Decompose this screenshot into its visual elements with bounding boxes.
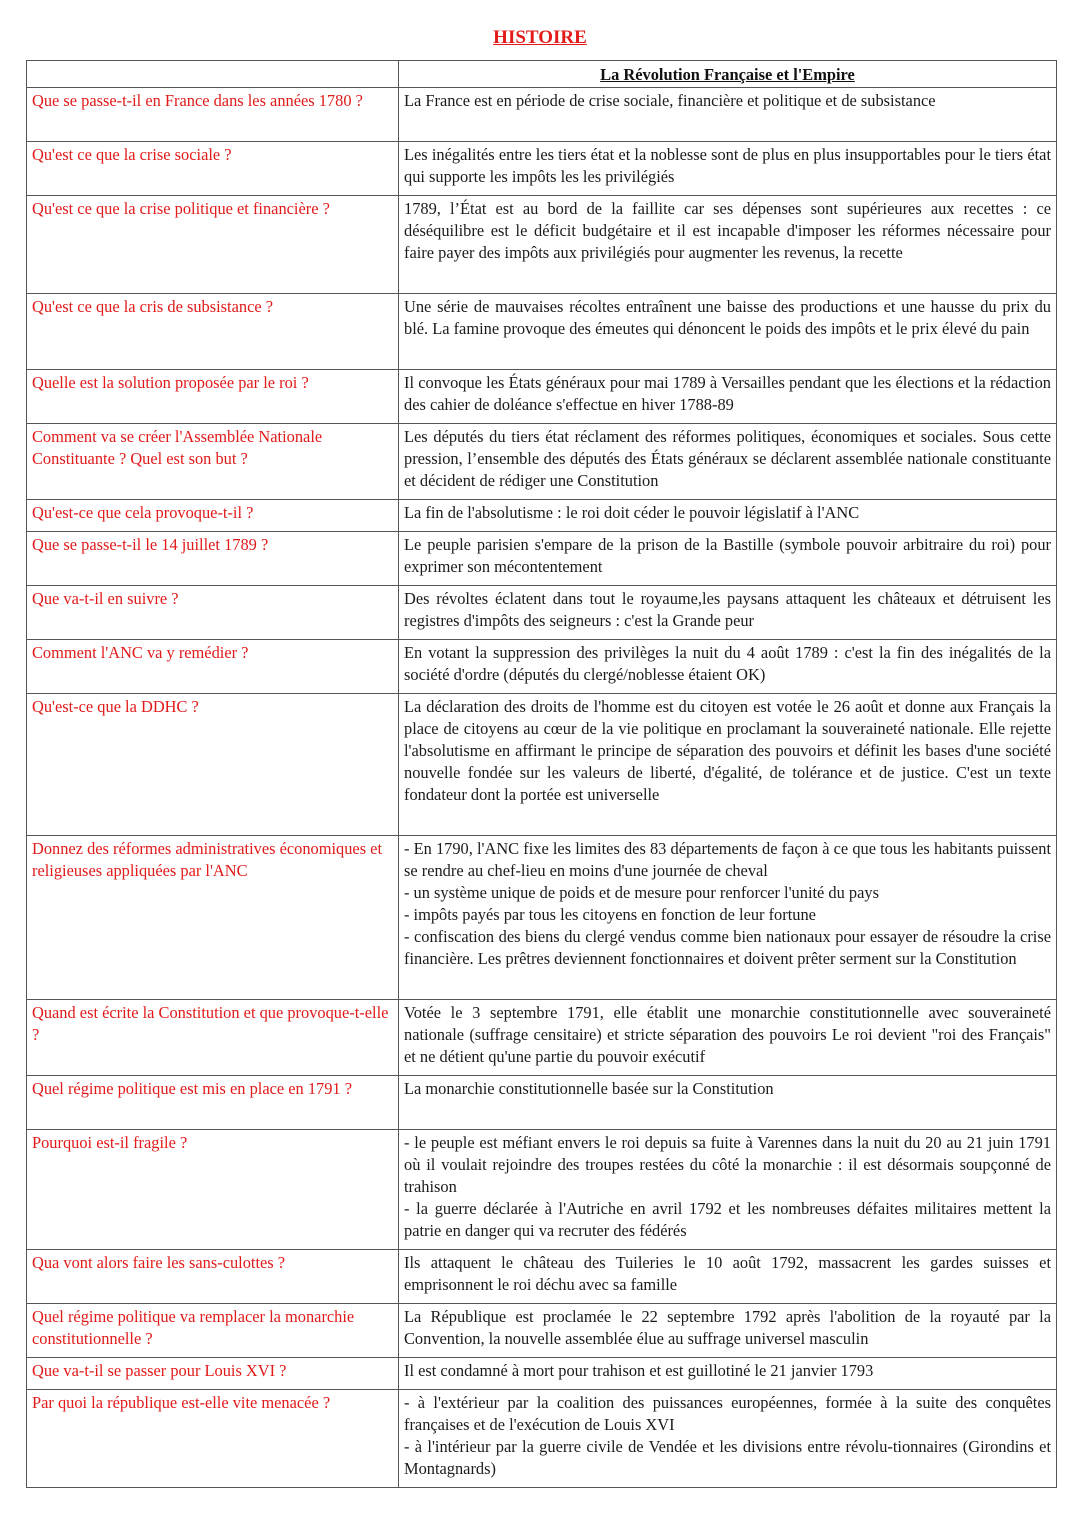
- answer-cell: [399, 836, 1057, 1000]
- table-row: [27, 1304, 1057, 1358]
- answer-line: - En 1790, l'ANC fixe les limites des 83 départements de façon à ce que tous les habitants puissent se rendre au chef-lieu en moins d'une journée de cheval: [404, 839, 1051, 880]
- table-row: [27, 1250, 1057, 1304]
- table-row: [27, 196, 1057, 294]
- question-cell: Que va-t-il en suivre ?: [27, 586, 399, 640]
- answer-line: Le peuple parisien s'empare de la prison de la Bastille (symbole pouvoir arbitraire du roi) pour exprimer son mécontentement: [404, 535, 1051, 576]
- question-cell: Comment va se créer l'Assemblée Nationale Constituante ? Quel est son but ?: [27, 424, 399, 500]
- answer-line: Il est condamné à mort pour trahison et est guillotiné le 21 janvier 1793: [404, 1361, 874, 1380]
- answer-line: La France est en période de crise sociale, financière et politique et de subsistance: [404, 91, 936, 110]
- answer-line: Une série de mauvaises récoltes entraînent une baisse des productions et une hausse du prix du blé. La famine provoque des émeutes qui dénoncent le poids des impôts et le prix élevé du pain: [404, 297, 1051, 338]
- answer-line: - un système unique de poids et de mesure pour renforcer l'unité du pays: [404, 883, 879, 902]
- answer-cell: [399, 88, 1057, 142]
- answer-line: Ils attaquent le château des Tuileries le 10 août 1792, massacrent les gardes suisses et emprisonnent le roi déchu avec sa famille: [404, 1253, 1051, 1294]
- table-header-row: [27, 61, 1057, 88]
- answer-cell: [399, 586, 1057, 640]
- answer-line: Les députés du tiers état réclament des réformes politiques, économiques et sociales. Sous cette pression, l’ensemble des députés des États généraux se déclarent assemblée nationale constituante et décident de rédiger une Constitution: [404, 427, 1051, 490]
- answer-cell: [399, 1000, 1057, 1076]
- question-cell: Qu'est ce que la crise sociale ?: [27, 142, 399, 196]
- answer-line: Il convoque les États généraux pour mai 1789 à Versailles pendant que les élections et la rédaction des cahier de doléance s'effectue en hiver 1788-89: [404, 373, 1051, 414]
- question-cell: Qua vont alors faire les sans-culottes ?: [27, 1250, 399, 1304]
- qa-table: [26, 60, 1057, 1488]
- answer-line: Les inégalités entre les tiers état et la noblesse sont de plus en plus insupportables pour le tiers état qui supporte les impôts les les privilégiés: [404, 145, 1051, 186]
- answer-line: - confiscation des biens du clergé vendus comme bien nationaux pour essayer de résoudre la crise financière. Les prêtres deviennent fonctionnaires et doivent prêter serment sur la Constitution: [404, 927, 1051, 968]
- answer-line: La monarchie constitutionnelle basée sur la Constitution: [404, 1079, 774, 1098]
- answer-cell: [399, 294, 1057, 370]
- answer-cell: [399, 142, 1057, 196]
- answer-cell: [399, 1250, 1057, 1304]
- question-cell: Que va-t-il se passer pour Louis XVI ?: [27, 1358, 399, 1390]
- document-title: HISTOIRE: [493, 27, 587, 48]
- answer-cell: [399, 640, 1057, 694]
- answer-cell: [399, 1390, 1057, 1488]
- table-row: [27, 836, 1057, 1000]
- question-cell: Qu'est-ce que cela provoque-t-il ?: [27, 500, 399, 532]
- question-cell: Qu'est ce que la cris de subsistance ?: [27, 294, 399, 370]
- answer-cell: [399, 196, 1057, 294]
- question-cell: Qu'est-ce que la DDHC ?: [27, 694, 399, 836]
- answer-line: - le peuple est méfiant envers le roi depuis sa fuite à Varennes dans la nuit du 20 au 21 juin 1791 où il voulait rejoindre des troupes restées du côté la monarchie : il est désormais soupçonné de trahison: [404, 1133, 1051, 1196]
- answer-cell: [399, 1130, 1057, 1250]
- qa-table-body: [27, 88, 1057, 1488]
- table-row: [27, 88, 1057, 142]
- table-row: [27, 1390, 1057, 1488]
- question-cell: Par quoi la république est-elle vite menacée ?: [27, 1390, 399, 1488]
- table-row: [27, 1130, 1057, 1250]
- question-cell: Que se passe-t-il le 14 juillet 1789 ?: [27, 532, 399, 586]
- answer-line: En votant la suppression des privilèges la nuit du 4 août 1789 : c'est la fin des inégalités de la société d'ordre (députés du clergé/noblesse étaient OK): [404, 643, 1051, 684]
- answer-cell: [399, 424, 1057, 500]
- answer-line: La fin de l'absolutisme : le roi doit céder le pouvoir législatif à l'ANC: [404, 503, 860, 522]
- answer-line: Des révoltes éclatent dans tout le royaume,les paysans attaquent les châteaux et détruisent les registres d'impôts des seigneurs : c'est la Grande peur: [404, 589, 1051, 630]
- answer-line: La déclaration des droits de l'homme est du citoyen est votée le 26 août et donne aux Français la place de citoyens au cœur de la vie politique en proclamant la souveraineté nationale. Elle rejette l'absolutisme en affirmant le principe de séparation des pouvoirs et définit les bases d'une société nouvelle fondée sur les valeurs de liberté, d'égalité, de tolérance et de justice. C'est un texte fondateur dont la portée est universelle: [404, 697, 1051, 804]
- question-cell: Donnez des réformes administratives économiques et religieuses appliquées par l'ANC: [27, 836, 399, 1000]
- answer-line: Votée le 3 septembre 1791, elle établit une monarchie constitutionnelle avec souveraineté nationale (suffrage censitaire) et stricte séparation des pouvoirs Le roi devient "roi des Français" et ne détient qu'une partie du pouvoir exécutif: [404, 1003, 1051, 1066]
- table-row: [27, 500, 1057, 532]
- table-heading: La Révolution Française et l'Empire: [399, 61, 1057, 88]
- answer-cell: [399, 532, 1057, 586]
- table-row: [27, 1358, 1057, 1390]
- question-cell: Que se passe-t-il en France dans les années 1780 ?: [27, 88, 399, 142]
- answer-line: - à l'intérieur par la guerre civile de Vendée et les divisions entre révolu-tionnaires (Girondins et Montagnards): [404, 1437, 1051, 1478]
- answer-cell: [399, 1076, 1057, 1130]
- question-cell: Quel régime politique est mis en place en 1791 ?: [27, 1076, 399, 1130]
- table-row: [27, 532, 1057, 586]
- answer-line: - à l'extérieur par la coalition des puissances européennes, formée à la suite des conquêtes françaises et de l'exécution de Louis XVI: [404, 1393, 1051, 1434]
- answer-cell: [399, 500, 1057, 532]
- question-cell: Quand est écrite la Constitution et que provoque-t-elle ?: [27, 1000, 399, 1076]
- question-cell: Quel régime politique va remplacer la monarchie constitutionnelle ?: [27, 1304, 399, 1358]
- table-row: [27, 424, 1057, 500]
- table-row: [27, 142, 1057, 196]
- question-cell: Pourquoi est-il fragile ?: [27, 1130, 399, 1250]
- question-cell: Quelle est la solution proposée par le roi ?: [27, 370, 399, 424]
- answer-line: La République est proclamée le 22 septembre 1792 après l'abolition de la royauté par la Convention, la nouvelle assemblée élue au suffrage universel masculin: [404, 1307, 1051, 1348]
- table-row: [27, 586, 1057, 640]
- table-row: [27, 1000, 1057, 1076]
- table-row: [27, 294, 1057, 370]
- answer-cell: [399, 694, 1057, 836]
- answer-cell: [399, 1304, 1057, 1358]
- table-row: [27, 694, 1057, 836]
- answer-cell: [399, 370, 1057, 424]
- answer-line: - la guerre déclarée à l'Autriche en avril 1792 et les nombreuses défaites militaires mettent la patrie en danger qui va recruter des fédérés: [404, 1199, 1051, 1240]
- table-row: [27, 1076, 1057, 1130]
- answer-line: - impôts payés par tous les citoyens en fonction de leur fortune: [404, 905, 816, 924]
- answer-line: 1789, l’État est au bord de la faillite car ses dépenses sont supérieures aux recettes : ce déséquilibre est le déficit budgétaire et il est incapable d'imposer les réformes nécessaire pour faire payer des impôts aux privilégiés pour augmenter les revenus, la recette: [404, 199, 1051, 262]
- question-cell: Qu'est ce que la crise politique et financière ?: [27, 196, 399, 294]
- table-row: [27, 640, 1057, 694]
- table-heading-left: [27, 61, 399, 88]
- answer-cell: [399, 1358, 1057, 1390]
- question-cell: Comment l'ANC va y remédier ?: [27, 640, 399, 694]
- table-row: [27, 370, 1057, 424]
